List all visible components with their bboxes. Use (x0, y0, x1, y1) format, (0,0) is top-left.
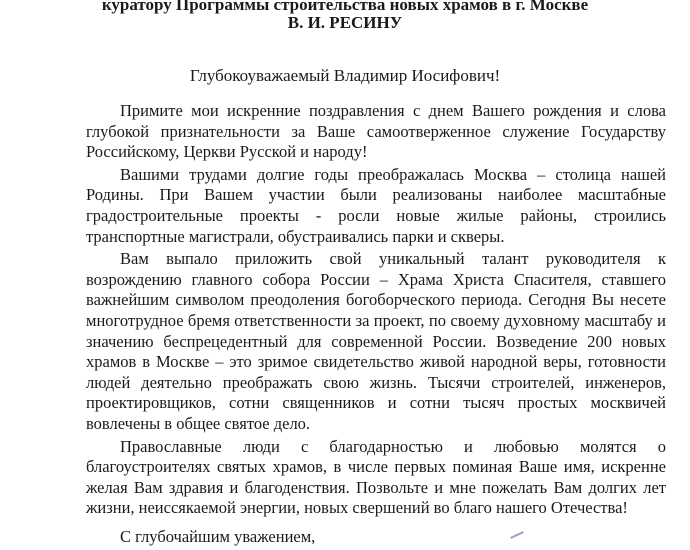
paragraph-congratulations: Примите мои искренние поздравления с днем Вашего рождения и слова глубокой признательности за Ваше самоотверженное служение Государству Российскому, Церкви Русской и народу! (86, 101, 666, 162)
ink-mark (510, 531, 524, 539)
addressee-title: куратору Программы строительства новых храмов в г. Москве (101, 0, 589, 14)
paragraph-cathedral: Вам выпало приложить свой уникальный талант руководителя к возрождению главного собора России – Храма Христа Спасителя, ставшего важнейшим символом преодоления богоборческого периода. Сегодня Вы несете многотрудное бремя ответственности за проект, по своему духовному масштабу и значению беспрецедентный для современной России. Возведение 200 новых храмов в Москве – это зримое свидетельство живой народной веры, готовности людей деятельно преображать свою жизнь. Тысячи строителей, инженеров, проектировщиков, сотни священников и сотни тысяч простых москвичей вовлечены в общее святое дело. (86, 249, 666, 433)
addressee-name: В. И. РЕСИНУ (287, 13, 403, 32)
paragraph-wishes: Православные люди с благодарностью и любовью молятся о благоустроителях святых храмов, в числе первых поминая Ваше имя, искренне желая Вам здравия и благоденствия. Позвольте и мне пожелать Вам долгих лет жизни, неиссякаемой энергии, новых свершений во благо нашего Отечества! (86, 436, 666, 518)
salutation: Глубокоуважаемый Владимир Иосифович! (189, 66, 501, 85)
paragraph-moscow: Вашими трудами долгие годы преображалась Москва – столица нашей Родины. При Вашем участии были реализованы наиболее масштабные градостроительные проекты - росли новые жилые районы, строились транспортные магистрали, обустраивались парки и скверы. (86, 164, 666, 246)
letter-body (86, 101, 666, 521)
closing-line: С глубочайшим уважением, (120, 527, 316, 546)
